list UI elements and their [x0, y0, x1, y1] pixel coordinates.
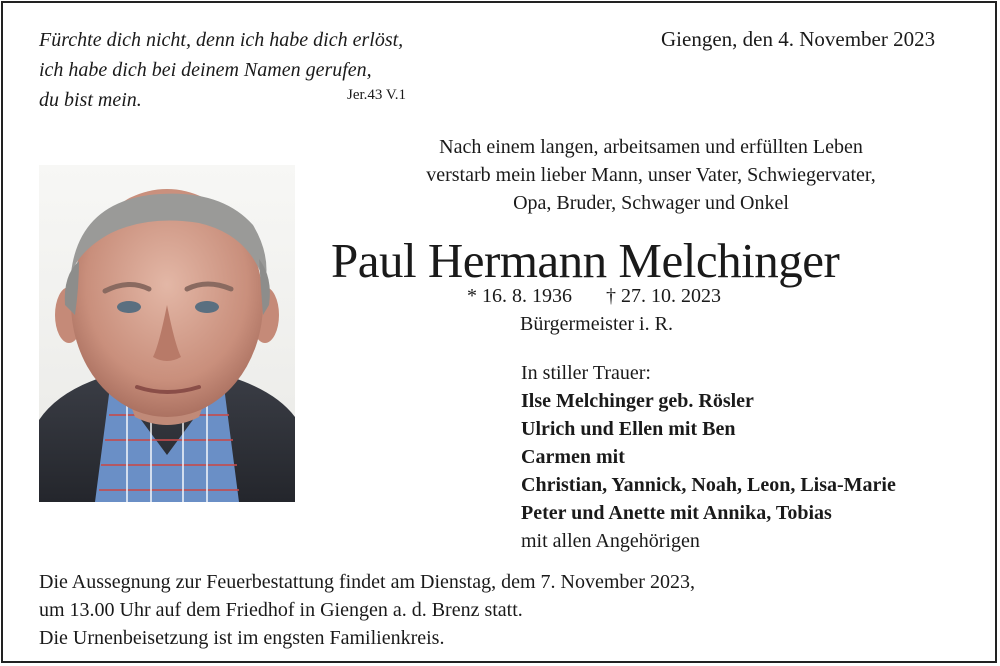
mourner-name: Ulrich und Ellen mit Ben	[521, 418, 736, 440]
ceremony-line: Die Aussegnung zur Feuerbestattung findet am Dienstag, dem 7. November 2023,	[39, 571, 695, 593]
intro-line: verstarb mein lieber Mann, unser Vater, Schwiegervater,	[426, 164, 876, 186]
deceased-name: Paul Hermann Melchinger	[331, 233, 840, 288]
intro-line: Opa, Bruder, Schwager und Onkel	[513, 192, 789, 214]
place-and-date: Giengen, den 4. November 2023	[661, 27, 936, 51]
mourners-list	[521, 359, 896, 555]
mourner-name: Christian, Yannick, Noah, Leon, Lisa-Marie	[521, 474, 896, 496]
verse-line: Fürchte dich nicht, denn ich habe dich erlöst,	[39, 29, 404, 51]
mourner-name: Carmen mit	[521, 446, 625, 468]
verse-line: du bist mein.	[39, 89, 142, 111]
intro-line: Nach einem langen, arbeitsamen und erfüllten Leben	[439, 136, 863, 158]
death-date: † 27. 10. 2023	[606, 285, 721, 307]
verse-reference: Jer.43 V.1	[347, 87, 407, 103]
deceased-title: Bürgermeister i. R.	[520, 313, 673, 335]
mourner-name: Peter und Anette mit Annika, Tobias	[521, 502, 832, 524]
obituary-notice	[1, 1, 997, 663]
life-dates	[467, 285, 721, 308]
verse-line: ich habe dich bei deinem Namen gerufen,	[39, 59, 372, 81]
portrait-photo	[39, 165, 295, 502]
ceremony-details	[39, 568, 695, 652]
portrait-illustration	[39, 165, 295, 502]
intro-text	[293, 133, 1000, 217]
mourners-closing: mit allen Angehörigen	[521, 530, 700, 552]
mourner-name: Ilse Melchinger geb. Rösler	[521, 390, 754, 412]
birth-date: * 16. 8. 1936	[467, 285, 572, 307]
ceremony-line: um 13.00 Uhr auf dem Friedhof in Giengen a. d. Brenz statt.	[39, 599, 523, 621]
ceremony-line: Die Urnenbeisetzung ist im engsten Familienkreis.	[39, 627, 445, 649]
mourners-heading: In stiller Trauer:	[521, 362, 651, 384]
